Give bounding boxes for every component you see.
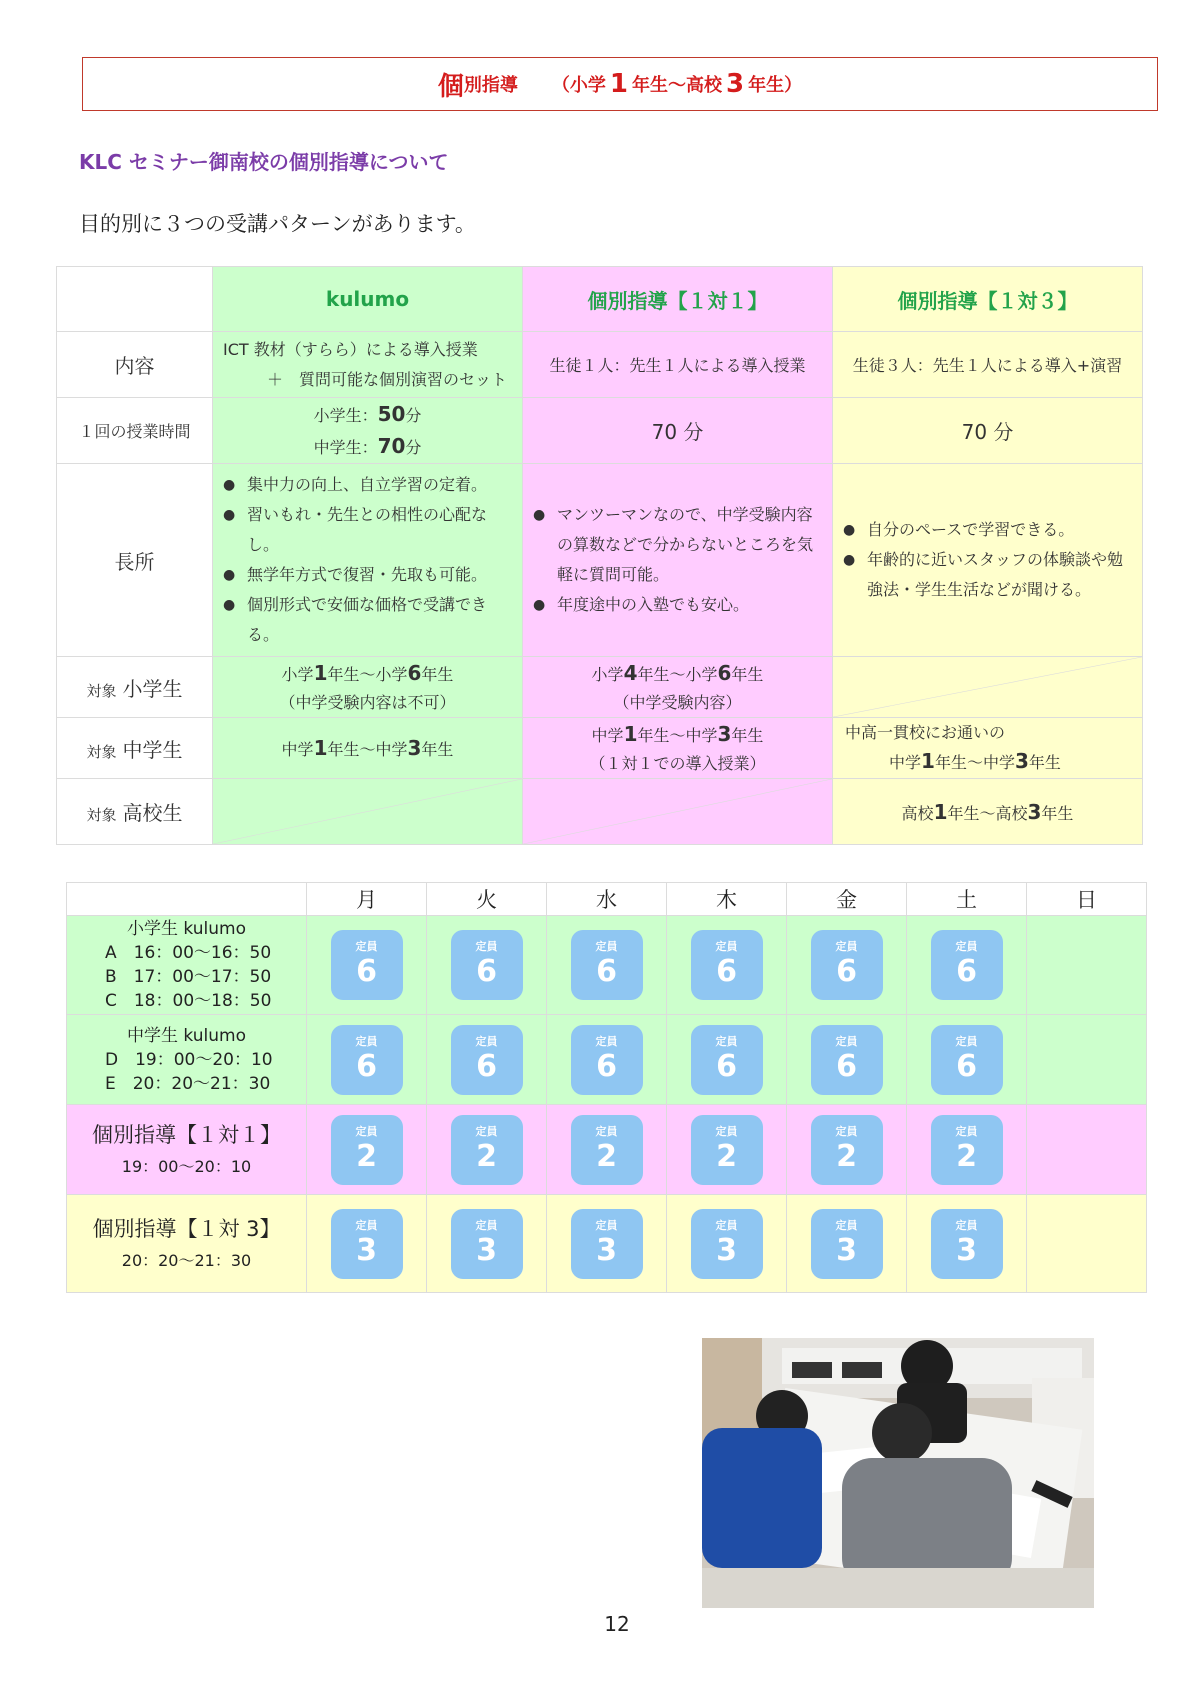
schedule-cell [547, 1015, 667, 1105]
capacity-number: 6 [716, 954, 737, 989]
list-item: ● 自分のペースで学習できる。 [843, 515, 1134, 545]
capacity-badge [331, 1209, 403, 1279]
schedule-cell [907, 1105, 1027, 1195]
list-item: ● 年齢的に近いスタッフの体験談や勉強法・学生生活などが聞ける。 [843, 545, 1134, 605]
capacity-caption: 定員 [955, 1034, 978, 1048]
capacity-caption: 定員 [475, 940, 498, 953]
schedule-cell [427, 1015, 547, 1105]
capacity-number: 3 [836, 1232, 857, 1268]
capacity-caption: 定員 [595, 940, 618, 953]
capacity-number: 2 [716, 1138, 737, 1174]
table-row [67, 1015, 1147, 1105]
page-title: 個 別指導 （小学 1 年生～高校 3 年生） [82, 57, 1158, 111]
capacity-number: 6 [596, 954, 617, 989]
high-one-on-one-empty [523, 779, 833, 845]
row-label-high: 対象 高校生 [57, 779, 213, 845]
diagonal-line [213, 779, 522, 844]
capacity-caption: 定員 [355, 1034, 378, 1048]
capacity-number: 6 [356, 1048, 377, 1084]
capacity-caption: 定員 [355, 940, 378, 953]
schedule-cell [1027, 1195, 1147, 1293]
capacity-number: 3 [716, 1232, 737, 1268]
schedule-row-time: E 20：20～21：30 [105, 1073, 271, 1094]
capacity-caption: 定員 [475, 1034, 498, 1048]
time-one-on-three: 70 分 [833, 398, 1143, 464]
schedule-cell [907, 1015, 1027, 1105]
content-kulumo: ICT 教材（すらら）による導入授業 ＋ 質問可能な個別演習のセット [213, 332, 523, 398]
merits-kulumo [213, 464, 523, 657]
page-number: 12 [604, 1612, 630, 1636]
capacity-number: 3 [476, 1232, 497, 1268]
schedule-row-title: 小学生 kulumo [127, 919, 246, 939]
list-item: ● 習いもれ・先生との相性の心配なし。 [223, 500, 514, 560]
capacity-badge [811, 1115, 883, 1185]
diagonal-line [833, 657, 1142, 717]
capacity-number: 6 [956, 1048, 977, 1084]
capacity-badge [691, 930, 763, 1000]
capacity-badge [331, 1115, 403, 1185]
schedule-row-time: C 18：00～18：50 [105, 991, 272, 1011]
list-item: ● マンツーマンなので、中学受験内容の算数などで分からないところを気軽に質問可能。 [533, 500, 824, 590]
elementary-one-on-three-empty [833, 657, 1143, 718]
schedule-row-time: 19：00～20：10 [121, 1156, 252, 1176]
schedule-cell [547, 1195, 667, 1293]
capacity-caption: 定員 [715, 940, 738, 953]
schedule-cell [1027, 1105, 1147, 1195]
capacity-number: 2 [836, 1138, 857, 1174]
capacity-badge [331, 1025, 403, 1095]
capacity-caption: 定員 [595, 1218, 618, 1232]
row-label-time: １回の授業時間 [57, 398, 213, 464]
elementary-one-on-one: 小学4年生～小学6年生 （中学受験内容） [523, 657, 833, 718]
diagonal-line [523, 779, 832, 844]
schedule-cell [307, 1105, 427, 1195]
capacity-caption: 定員 [595, 1124, 618, 1138]
capacity-badge [691, 1025, 763, 1095]
capacity-caption: 定員 [355, 1124, 378, 1138]
corner-cell [57, 267, 213, 332]
capacity-number: 6 [476, 954, 497, 989]
capacity-badge [571, 930, 643, 1000]
capacity-number: 3 [596, 1232, 617, 1268]
capacity-badge [691, 1209, 763, 1279]
capacity-number: 3 [356, 1232, 377, 1268]
table-row [67, 916, 1147, 1015]
capacity-caption: 定員 [835, 1218, 858, 1232]
schedule-row-title: 中学生 kulumo [127, 1025, 246, 1046]
schedule-row-info [67, 1105, 307, 1195]
schedule-cell [667, 916, 787, 1015]
capacity-badge [931, 1209, 1003, 1279]
content-one-on-three: 生徒３人：先生１人による導入+演習 [833, 332, 1143, 398]
day-fri: 金 [787, 883, 907, 916]
capacity-badge [571, 1115, 643, 1185]
schedule-cell [787, 916, 907, 1015]
capacity-caption: 定員 [955, 940, 978, 953]
row-label-junior: 対象 中学生 [57, 718, 213, 779]
capacity-caption: 定員 [595, 1034, 618, 1048]
schedule-cell [667, 1105, 787, 1195]
intro-text: 目的別に３つの受講パターンがあります。 [79, 212, 476, 236]
schedule-cell [1027, 1015, 1147, 1105]
capacity-number: 2 [356, 1138, 377, 1174]
schedule-row-info [67, 1015, 307, 1105]
day-sun: 日 [1027, 883, 1147, 916]
capacity-number: 6 [356, 954, 377, 989]
capacity-badge [571, 1209, 643, 1279]
day-wed: 水 [547, 883, 667, 916]
col-header-kulumo: kulumo [213, 267, 523, 332]
capacity-caption: 定員 [355, 1218, 378, 1232]
col-header-one-on-one: 個別指導【１対１】 [523, 267, 833, 332]
section-heading: KLC セミナー御南校の個別指導について [79, 150, 449, 174]
capacity-badge [451, 930, 523, 1000]
schedule-cell [427, 1195, 547, 1293]
elementary-kulumo: 小学1年生～小学6年生 （中学受験内容は不可） [213, 657, 523, 718]
time-kulumo: 小学生：50分 中学生：70分 [213, 398, 523, 464]
schedule-cell [1027, 916, 1147, 1015]
col-header-one-on-three: 個別指導【１対３】 [833, 267, 1143, 332]
schedule-row-title: 個別指導【１対 3】 [92, 1216, 281, 1241]
schedule-row-time: A 16：00～16：50 [105, 943, 272, 963]
capacity-number: 6 [476, 1048, 497, 1084]
schedule-cell [787, 1105, 907, 1195]
schedule-cell [547, 916, 667, 1015]
time-one-on-one: 70 分 [523, 398, 833, 464]
merits-one-on-one [523, 464, 833, 657]
capacity-caption: 定員 [715, 1124, 738, 1138]
capacity-caption: 定員 [475, 1124, 498, 1138]
capacity-badge [811, 1209, 883, 1279]
day-tue: 火 [427, 883, 547, 916]
schedule-cell [907, 916, 1027, 1015]
schedule-cell [667, 1015, 787, 1105]
row-label-content: 内容 [57, 332, 213, 398]
junior-kulumo: 中学1年生～中学3年生 [213, 718, 523, 779]
schedule-cell [307, 1015, 427, 1105]
capacity-badge [331, 930, 403, 1000]
schedule-cell [307, 1195, 427, 1293]
merits-one-on-three [833, 464, 1143, 657]
capacity-badge [451, 1115, 523, 1185]
schedule-table [66, 882, 1147, 1293]
schedule-cell [547, 1105, 667, 1195]
day-mon: 月 [307, 883, 427, 916]
schedule-cell [907, 1195, 1027, 1293]
schedule-row-time: D 19：00～20：10 [105, 1049, 273, 1070]
capacity-badge [931, 930, 1003, 1000]
high-one-on-three: 高校1年生～高校3年生 [833, 779, 1143, 845]
capacity-number: 2 [956, 1138, 977, 1174]
schedule-row-info [67, 916, 307, 1015]
schedule-cell [427, 916, 547, 1015]
capacity-number: 6 [836, 954, 857, 989]
schedule-cell [667, 1195, 787, 1293]
schedule-row-info [67, 1195, 307, 1293]
list-item: ● 集中力の向上、自立学習の定着。 [223, 470, 514, 500]
list-item: ● 個別形式で安価な価格で受講できる。 [223, 590, 514, 650]
capacity-badge [691, 1115, 763, 1185]
capacity-number: 6 [716, 1048, 737, 1084]
capacity-caption: 定員 [955, 1124, 978, 1138]
junior-one-on-one: 中学1年生～中学3年生 （１対１での導入授業） [523, 718, 833, 779]
capacity-number: 6 [836, 1048, 857, 1084]
list-item: ● 年度途中の入塾でも安心。 [533, 590, 824, 620]
capacity-badge [931, 1115, 1003, 1185]
capacity-number: 2 [596, 1138, 617, 1174]
schedule-row-time: 20：20～21：30 [121, 1250, 252, 1270]
capacity-caption: 定員 [715, 1218, 738, 1232]
schedule-corner [67, 883, 307, 916]
capacity-badge [811, 1025, 883, 1095]
capacity-badge [451, 1025, 523, 1095]
schedule-row-time: B 17：00～17：50 [105, 967, 272, 987]
junior-one-on-three: 中高一貫校にお通いの 中学1年生～中学3年生 [833, 718, 1143, 779]
high-kulumo-empty [213, 779, 523, 845]
capacity-badge [931, 1025, 1003, 1095]
capacity-caption: 定員 [835, 1124, 858, 1138]
capacity-badge [571, 1025, 643, 1095]
capacity-caption: 定員 [475, 1218, 498, 1232]
capacity-number: 3 [956, 1232, 977, 1268]
capacity-number: 6 [596, 1048, 617, 1084]
capacity-caption: 定員 [835, 940, 858, 953]
row-label-merits: 長所 [57, 464, 213, 657]
row-label-elementary: 対象 小学生 [57, 657, 213, 718]
schedule-row-title: 個別指導【１対１】 [92, 1122, 281, 1147]
capacity-number: 6 [956, 954, 977, 989]
capacity-caption: 定員 [955, 1218, 978, 1232]
classroom-photo-illustration [702, 1338, 1094, 1608]
capacity-badge [811, 930, 883, 1000]
capacity-caption: 定員 [835, 1034, 858, 1048]
schedule-cell [787, 1015, 907, 1105]
table-row [67, 1105, 1147, 1195]
classroom-photo [702, 1338, 1094, 1608]
content-one-on-one: 生徒１人：先生１人による導入授業 [523, 332, 833, 398]
list-item: ● 無学年方式で復習・先取も可能。 [223, 560, 514, 590]
schedule-cell [787, 1195, 907, 1293]
comparison-table [56, 266, 1143, 845]
table-row [67, 1195, 1147, 1293]
capacity-number: 2 [476, 1138, 497, 1174]
capacity-caption: 定員 [715, 1034, 738, 1048]
day-sat: 土 [907, 883, 1027, 916]
capacity-badge [451, 1209, 523, 1279]
schedule-cell [307, 916, 427, 1015]
schedule-cell [427, 1105, 547, 1195]
day-thu: 木 [667, 883, 787, 916]
